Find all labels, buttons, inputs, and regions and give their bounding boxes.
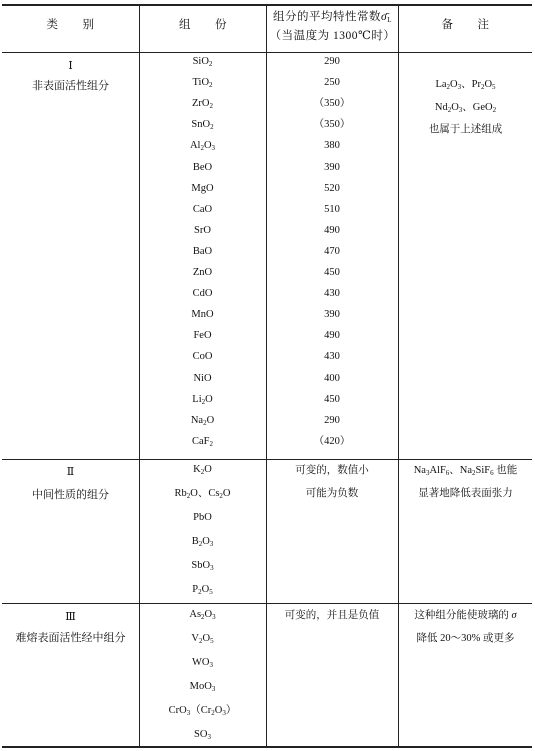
table-top-border (2, 4, 532, 6)
avg-constant-value: 470 (324, 245, 340, 257)
component-formula: $Rb_2O$、$Cs_2O$ (174, 488, 231, 500)
component-formula: CdO (192, 288, 213, 300)
avg-constant-value: 520 (324, 182, 340, 194)
avg-constant-value: 450 (324, 267, 340, 278)
component-formula: CoO (192, 351, 213, 363)
group-3-name: 难熔表面活性经中组分 (15, 632, 126, 644)
avg-constant-value: 380 (324, 140, 340, 152)
component-formula: $Al_2O_3$ (189, 140, 216, 153)
component-formula: $B_2O_3$ (191, 536, 214, 548)
group-separator-1 (2, 459, 532, 460)
component-formula: $As_2O_3$ (189, 609, 216, 621)
value-note-line: 可变的，数值小 (295, 465, 369, 476)
component-formula: PbO (193, 512, 212, 523)
component-formula: $SO_3$ (194, 729, 211, 741)
remark-line: $La_2O_3$、$Pr_2O_5$ (435, 79, 496, 91)
component-formula: $P_2O_5$ (192, 584, 213, 596)
component-formula: $K_2O$ (193, 464, 212, 476)
sigma-symbol: σ̄ (381, 11, 388, 23)
avg-constant-value: 450 (324, 393, 340, 405)
avg-constant-value: （420） (313, 435, 351, 447)
group-2-numeral: Ⅱ (66, 466, 75, 478)
component-formula: NiO (193, 372, 212, 384)
header-category: 类 别 (46, 19, 95, 31)
avg-constant-value: （350） (313, 119, 351, 131)
component-formula: MoO$_3$ (189, 681, 216, 693)
component-formula: FeO (193, 330, 212, 342)
avg-constant-value: 290 (324, 56, 340, 67)
sigma-subscript: L (387, 16, 392, 24)
avg-constant-value: 290 (324, 414, 340, 426)
remark-line: 显著地降低表面张力 (418, 487, 513, 499)
component-formula: SnO$_2$ (191, 119, 214, 132)
avg-constant-value: 430 (324, 288, 340, 300)
avg-constant-value: 430 (324, 351, 340, 363)
component-formula: $Na_2O$ (190, 414, 215, 427)
component-formula: MgO (191, 182, 214, 194)
header-avg-constant-label: 组分的平均特性常数 (273, 11, 382, 23)
component-formula: CaF$_2$ (191, 435, 213, 448)
avg-constant-value: 510 (324, 203, 340, 215)
group-separator-2 (2, 603, 532, 604)
header-component: 组 份 (179, 19, 227, 31)
avg-constant-value: 400 (324, 372, 340, 384)
group-1-name: 非表面活性组分 (32, 80, 109, 92)
component-formula: $Li_2O$ (192, 393, 213, 406)
component-formula: BeO (192, 161, 213, 173)
component-formula: ZnO (192, 267, 213, 278)
header-separator (2, 52, 532, 53)
avg-constant-value: 390 (324, 309, 340, 321)
table-bottom-border (2, 746, 532, 748)
component-formula: SbO$_3$ (191, 560, 214, 572)
component-formula: TiO$_2$ (192, 77, 213, 90)
remark-line: $Nd_2O_3$、GeO$_2$ (434, 101, 497, 114)
header-avg-constant (267, 10, 398, 24)
remark-line: $Na_3AlF_6$、$Na_2SiF_6$ 也能 (413, 465, 518, 477)
avg-constant-value: 390 (324, 161, 340, 173)
component-formula: BaO (192, 245, 213, 257)
avg-constant-value: 250 (324, 77, 340, 89)
group-1-numeral: Ⅰ (68, 60, 73, 72)
component-formula: $CrO_3(Cr_2O_3)$ (168, 705, 237, 717)
value-note-line: 可能为负数 (305, 488, 359, 499)
group-2-name: 中间性质的组分 (32, 489, 109, 501)
avg-constant-value: 490 (324, 224, 340, 236)
component-formula: $WO_3$ (191, 657, 213, 669)
group-3-numeral: Ⅲ (65, 611, 76, 623)
avg-constant-value: （350） (313, 98, 351, 110)
header-remark: 备 注 (441, 19, 490, 31)
component-formula: SiO$_2$ (192, 56, 213, 68)
component-formula: MnO (191, 309, 214, 321)
remark-line: 这种组分能使玻璃的 σ (414, 610, 517, 621)
value-note-line: 可变的，并且是负值 (284, 610, 380, 621)
header-temperature-note: （当温度为 1300℃时） (269, 30, 396, 42)
remark-line: 也属于上述组成 (428, 124, 503, 135)
avg-constant-value: 490 (324, 330, 340, 342)
component-formula: CaO (192, 203, 213, 215)
remark-line: 降低 20～30% 或更多 (416, 632, 515, 644)
component-formula: $V_2O_5$ (191, 633, 214, 645)
component-formula: SrO (194, 224, 211, 236)
component-formula: ZrO$_2$ (191, 98, 213, 111)
